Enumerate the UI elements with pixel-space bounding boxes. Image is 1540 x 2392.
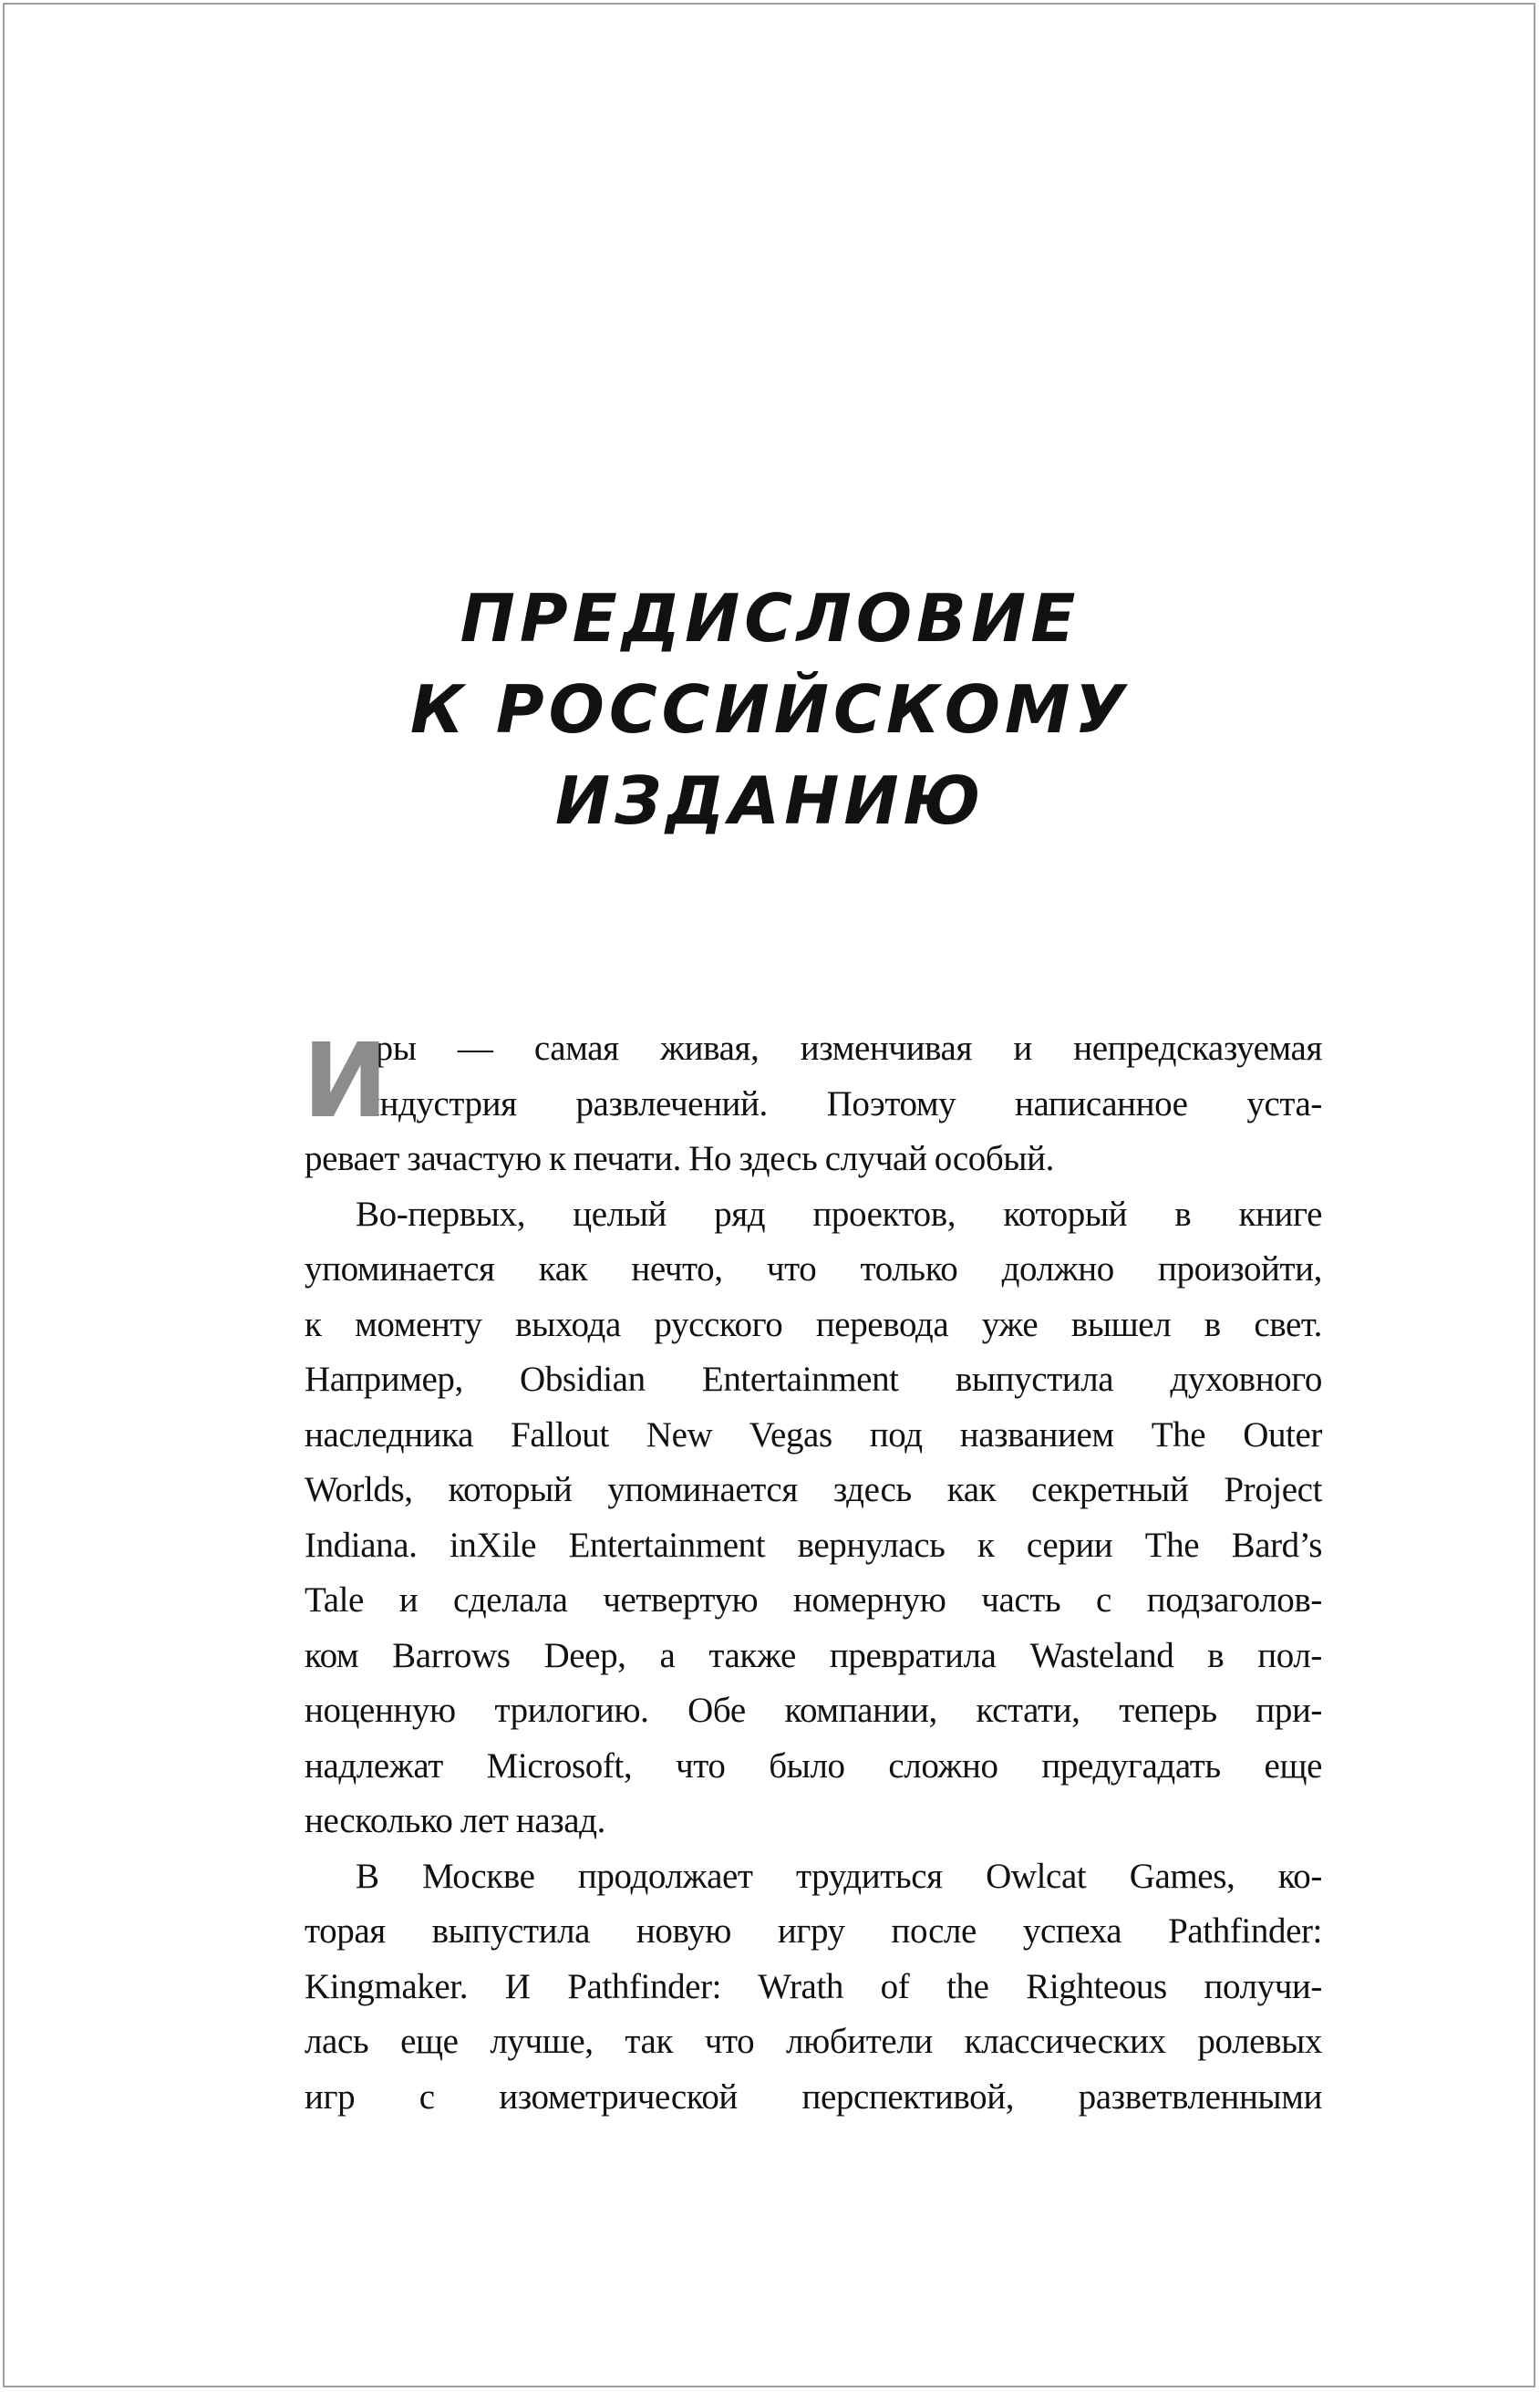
title-line: ИЗДАНИЮ (554, 762, 986, 839)
text-line: к моменту выхода русского перевода уже вышел в свет. (305, 1304, 1322, 1344)
drop-cap: И (303, 1022, 388, 1141)
title-line: К РОССИЙСКОМУ (409, 671, 1131, 748)
paragraph (305, 1187, 1322, 1849)
text-line: Kingmaker. И Pathfinder: Wrath of the Righteous получи- (305, 1966, 1322, 2006)
body-text (305, 1021, 1322, 2125)
text-line: игр с изометрической перспективой, разветвленными (305, 2076, 1322, 2117)
text-line: ком Barrows Deep, а также превратила Wasteland в пол- (305, 1635, 1322, 1675)
chapter-title (0, 573, 1540, 846)
text-line: Worlds, который упоминается здесь как секретный Project (305, 1470, 1322, 1509)
text-line: В Москве продолжает трудиться Owlcat Games, ко- (356, 1856, 1322, 1896)
paragraph (305, 1021, 1322, 1187)
text-line: несколько лет назад. (305, 1801, 605, 1840)
text-line: надлежат Microsoft, что было сложно предугадать еще (305, 1745, 1322, 1786)
title-line: ПРЕДИСЛОВИЕ (460, 580, 1080, 657)
text-line: наследника Fallout New Vegas под названием The Outer (305, 1414, 1322, 1455)
text-line: торая выпустила новую игру после успеха Pathfinder: (305, 1911, 1322, 1951)
text-line: упоминается как нечто, что только должно произойти, (305, 1249, 1322, 1289)
text-line: Tale и сделала четвертую номерную часть с подзаголов- (305, 1580, 1322, 1620)
text-line: ноценную трилогию. Обе компании, кстати, теперь при- (305, 1691, 1322, 1730)
text-line: Например, Obsidian Entertainment выпустила духовного (305, 1360, 1322, 1399)
text-line: Во-первых, целый ряд проектов, который в книге (356, 1194, 1322, 1234)
text-line: Indiana. inXile Entertainment вернулась к серии The Bard’s (305, 1525, 1322, 1565)
text-line: ревает зачастую к печати. Но здесь случай особый. (305, 1139, 1054, 1178)
paragraph (305, 1849, 1322, 2126)
text-line: индустрия развлечений. Поэтому написанное уста- (361, 1083, 1322, 1124)
text-line: гры — самая живая, изменчивая и непредсказуемая (361, 1029, 1322, 1068)
text-line: лась еще лучше, так что любители классических ролевых (305, 2022, 1322, 2061)
